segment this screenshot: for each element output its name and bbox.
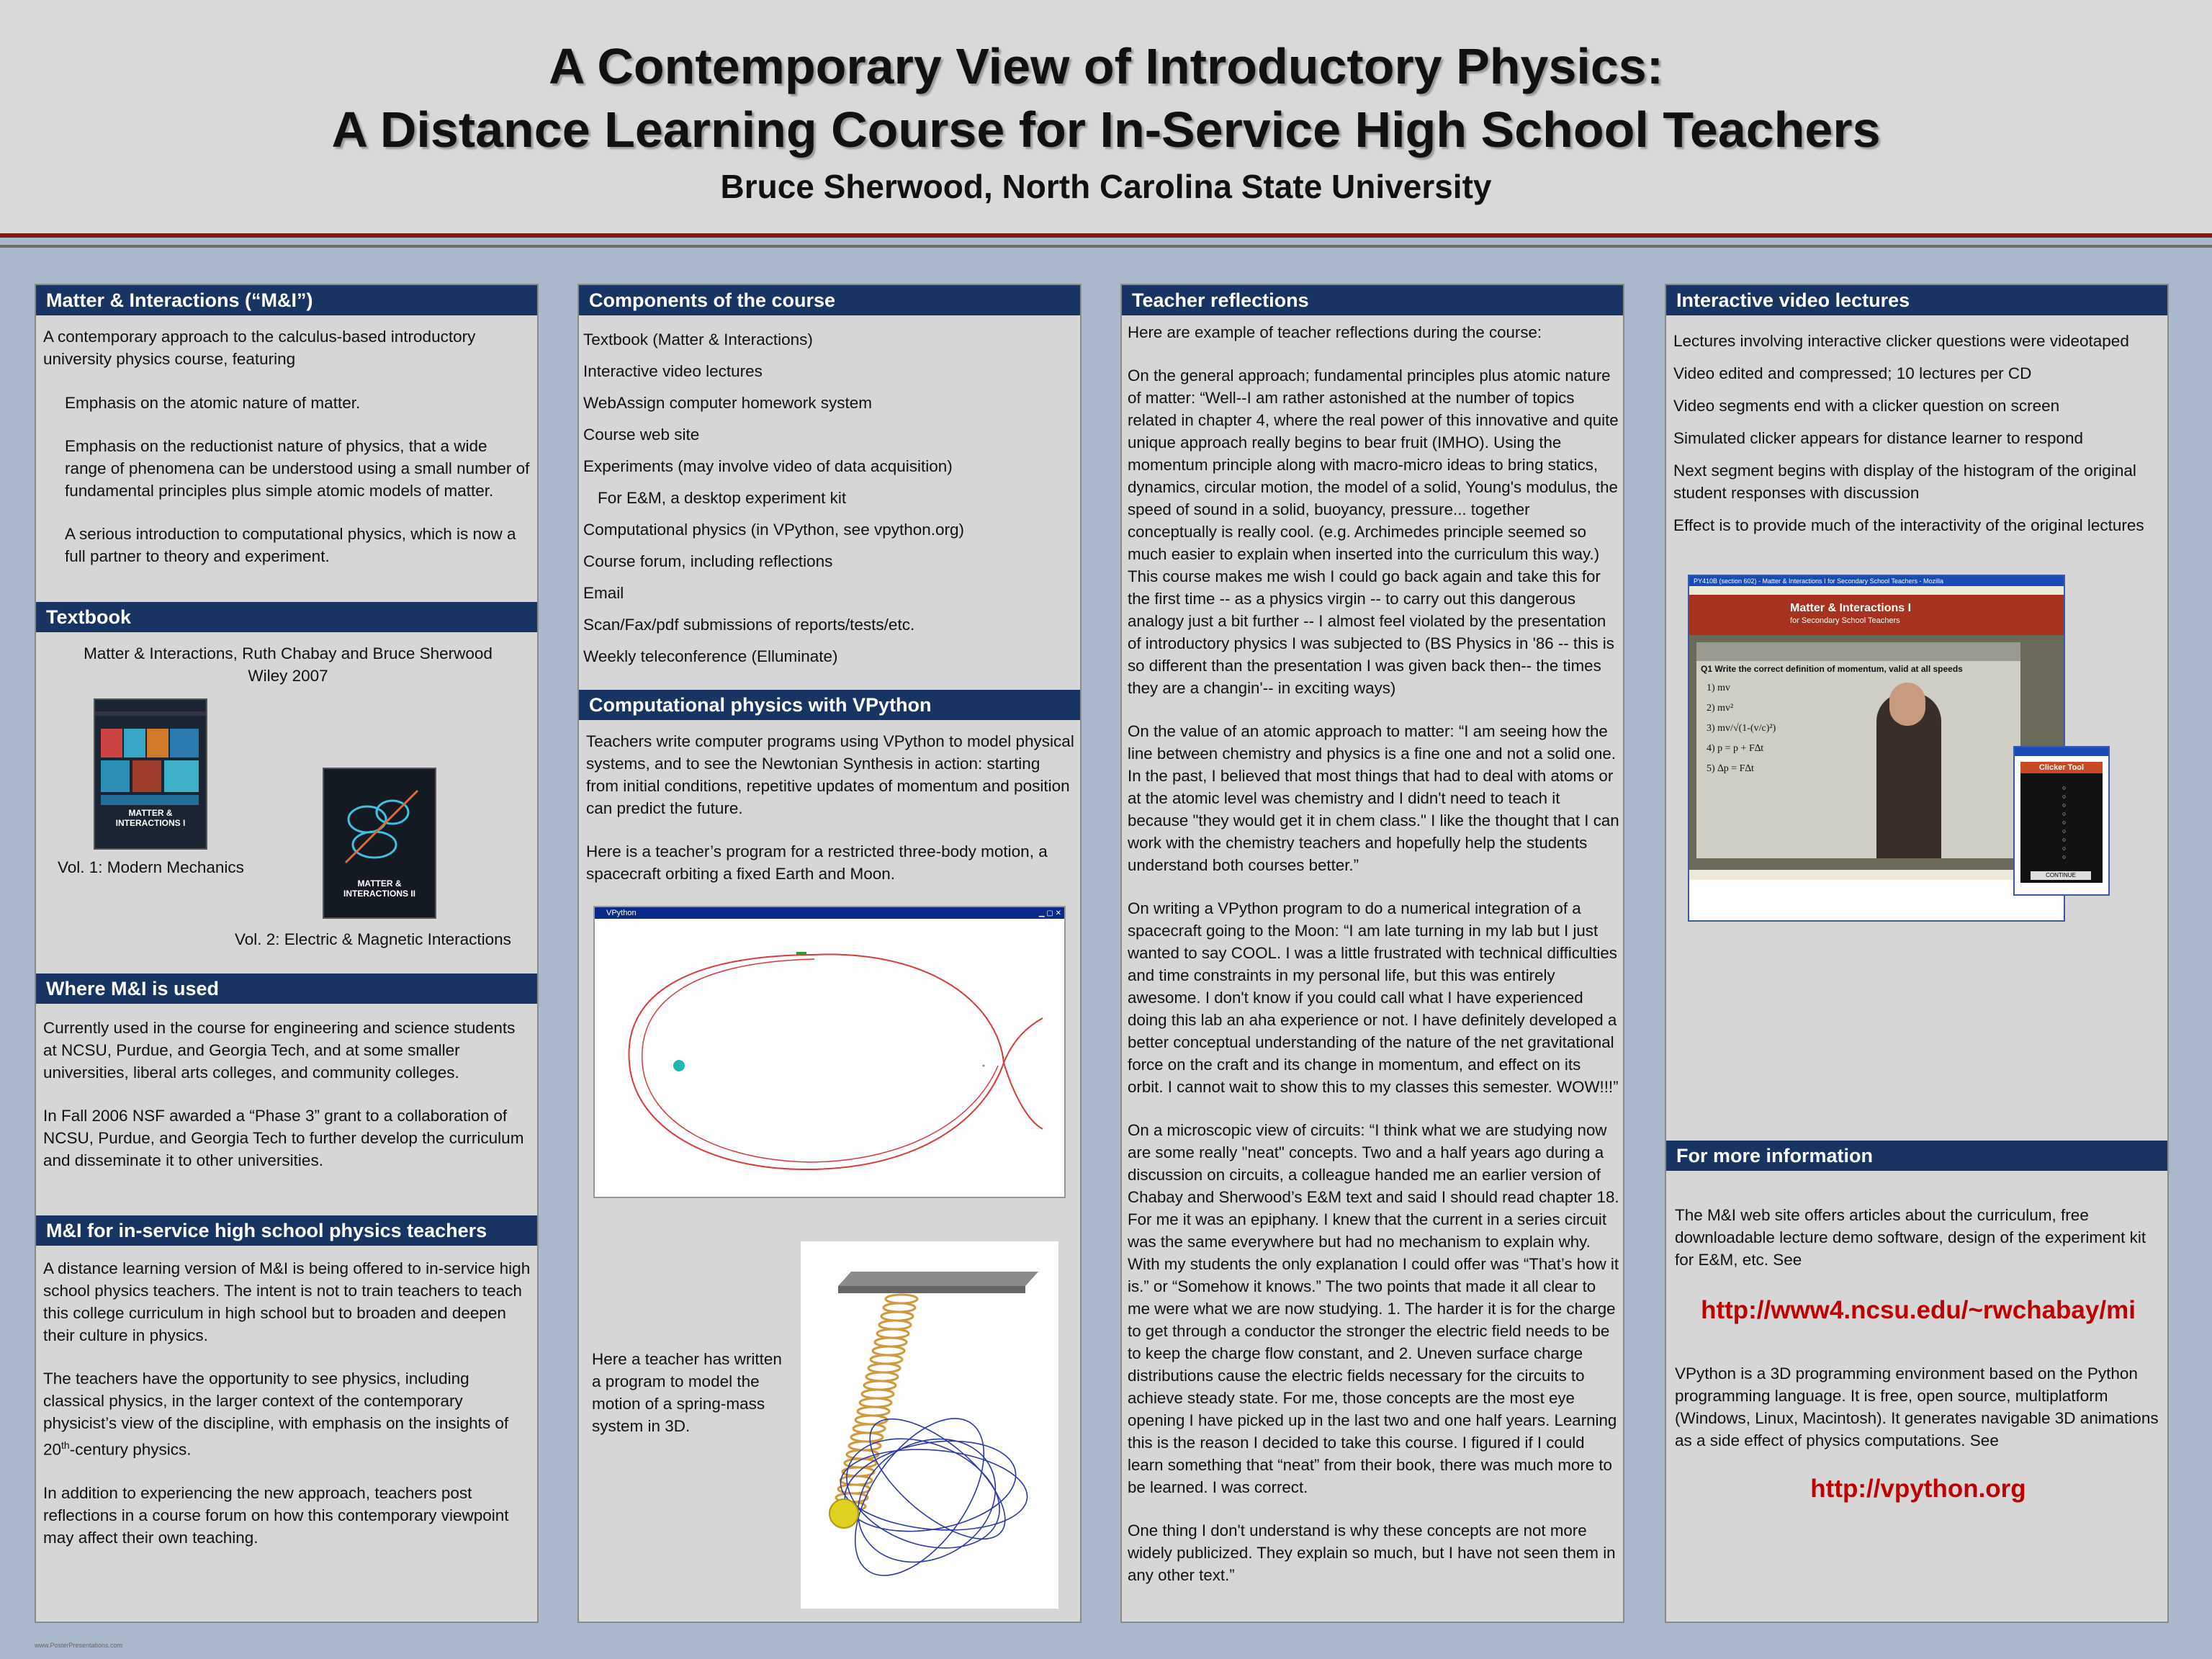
mi-point-1: Emphasis on the atomic nature of matter. — [65, 394, 361, 412]
screenshot-answers: 1) mv 2) mv² 3) mv/√(1-(v/c)²) 4) p = p + F∆t 5) ∆p = F∆t — [1707, 683, 1776, 774]
section-heading-reflections: Teacher reflections — [1122, 285, 1623, 315]
mi-intro: A contemporary approach to the calculus-based introductory university physics course, featuring — [43, 328, 476, 368]
video-points — [1673, 330, 2163, 547]
clicker-continue-button: CONTINUE — [2031, 871, 2091, 880]
mi-body — [43, 325, 533, 588]
mi-point-2: Emphasis on the reductionist nature of physics, that a wide range of phenomena can be understood using a small number of fundamental principles plus simple atomic models of matter. — [65, 437, 530, 500]
reflection-paragraph: On the general approach; fundamental principles plus atomic nature of matter: “Well--I am rather astonished at the number of topics related in chapter 4, where the real power of this innovative and quite unique approach really begins to bear fruit (IMHO). Using the momentum principle along with macro-micro ideas to bring statics, dynamics, circular motion, the model of a solid, Young's modulus, the speed of sound in a solid, buoyancy, pressure... together conceptually is really cool. (e.g. Archimedes principle seemed so much easier to explain when inserted into the curriculum this way.) This course makes me wish I could go back again and take this for the first time -- as a physics virgin -- to carry out this dangerous analogy just a bit further -- I almost feel violated by the presentation of introductory physics I was subjected to (BS Physics in '86 -- this is so different than the presentation I was given back then-- the times they are a changin'-- in exciting ways) — [1128, 367, 1619, 697]
vpython-orbit-window — [593, 906, 1066, 1198]
clicker-titlebar — [2015, 747, 2108, 756]
screenshot-statusbar — [1689, 870, 2064, 880]
textbook-citation — [36, 642, 540, 687]
clicker-title: Clicker Tool — [2020, 762, 2103, 773]
book-title-vol2: MATTER & INTERACTIONS II — [343, 878, 415, 899]
component-item: Course forum, including reflections — [583, 552, 833, 570]
screenshot-question: Q1 Write the correct definition of momentum, valid at all speeds — [1701, 664, 1963, 674]
reflection-paragraph: Here are example of teacher reflections during the course: — [1128, 323, 1542, 341]
component-item: Experiments (may involve video of data acquisition) — [583, 457, 953, 475]
footer-credit: www.PosterPresentations.com — [35, 1642, 123, 1649]
section-heading-vpython: Computational physics with VPython — [579, 690, 1080, 720]
column-4 — [1665, 284, 2169, 1623]
video-point: Next segment begins with display of the histogram of the original student responses with discussion — [1673, 462, 2136, 502]
window-controls-icon: ▁ ▢ ✕ — [1038, 909, 1061, 917]
poster-header — [0, 0, 2212, 238]
inservice-p3: In addition to experiencing the new approach, teachers post reflections in a course forum on how this contemporary viewpoint may affect their own teaching. — [43, 1483, 509, 1547]
screenshot-slide — [1696, 642, 2020, 858]
where-body — [43, 1017, 533, 1192]
mi-point-3: A serious introduction to computational physics, which is now a full partner to theory and experiment. — [65, 525, 516, 565]
column-2 — [577, 284, 1082, 1623]
reflection-paragraph: On the value of an atomic approach to matter: “I am seeing how the line between chemistry and physics is a fine one and not a solid one. In the past, I believed that most things that had to deal with atoms or at the atomic level was chemistry and I didn't need to teach it because "they would get it in chem class." I like the thought that I can work with the chemistry teachers and hopefully help the students understand both courses better.” — [1128, 722, 1619, 874]
component-item: WebAssign computer homework system — [583, 394, 872, 412]
book-cover-vol1 — [94, 698, 207, 850]
spring-mass-image — [801, 1241, 1058, 1609]
where-p2: In Fall 2006 NSF awarded a “Phase 3” grant to a collaboration of NCSU, Purdue, and Georgia Tech to further develop the curriculum and disseminate it to other universities. — [43, 1107, 524, 1169]
components-list — [583, 328, 1073, 677]
textbook-line1: Matter & Interactions, Ruth Chabay and Bruce Sherwood — [84, 644, 493, 662]
column-1 — [35, 284, 539, 1623]
where-p1: Currently used in the course for engineering and science students at NCSU, Purdue, and Georgia Tech, and at some smaller universities, liberal arts colleges, and community colleges. — [43, 1019, 516, 1082]
video-point: Effect is to provide much of the interactivity of the original lectures — [1673, 516, 2144, 534]
inservice-p2-sup: th — [61, 1439, 70, 1451]
vpython-website-link[interactable]: http://vpython.org — [1810, 1475, 2026, 1503]
component-item: Interactive video lectures — [583, 362, 763, 380]
mi-website-link[interactable]: http://www4.ncsu.edu/~rwchabay/mi — [1701, 1296, 2136, 1324]
component-item: Course web site — [583, 426, 700, 444]
mass-ball — [830, 1499, 858, 1528]
screenshot-video-frame — [1689, 635, 2067, 870]
inservice-body — [43, 1257, 533, 1570]
video-point: Video edited and compressed; 10 lectures per CD — [1673, 364, 2032, 382]
reflection-paragraph: One thing I don't understand is why these concepts are not more widely publicized. They explain so much, but I have not seen them in any other text.” — [1128, 1521, 1616, 1584]
poster-title-line2: A Distance Learning Course for In-Service High School Teachers — [331, 102, 1881, 158]
mass-trajectory — [830, 1396, 1030, 1597]
section-heading-mi: Matter & Interactions (“M&I”) — [36, 285, 537, 315]
reflection-paragraph: On writing a VPython program to do a numerical integration of a spacecraft going to the Moon: “I am late turning in my lab but I just wanted to say COOL. I was a little frustrated with technical difficulties and time constraints in my personal life, but this was entirely awesome. I don't know if you could call what I have experienced doing this lab an aha experience or not. I have definitely developed a better conceptual understanding of the nature of the net gravitational force on the craft and its change in momentum, and effect on its orbit. I cannot wait to show this to my classes this semester. WOW!!!” — [1128, 899, 1619, 1096]
poster-author: Bruce Sherwood, North Carolina State University — [720, 168, 1492, 205]
screenshot-banner-title: Matter & Interactions I — [1790, 602, 1912, 614]
video-point: Lectures involving interactive clicker questions were videotaped — [1673, 332, 2129, 350]
info-p1: The M&I web site offers articles about the curriculum, free downloadable lecture demo software, design of the experiment kit for E&M, etc. See — [1675, 1206, 2146, 1269]
video-point: Video segments end with a clicker question on screen — [1673, 397, 2060, 415]
vpython-body — [586, 730, 1076, 906]
screenshot-menubar — [1689, 586, 2064, 595]
component-item: Weekly teleconference (Elluminate) — [583, 647, 838, 665]
inservice-p2-text: The teachers have the opportunity to see physics, including classical physics, in the larger context of the contemporary physicist’s view of the discipline, with emphasis on the insights of 20 — [43, 1370, 509, 1459]
clicker-tool-window — [2013, 746, 2110, 896]
header-divider — [0, 245, 2212, 248]
section-heading-video: Interactive video lectures — [1666, 285, 2167, 315]
section-heading-textbook: Textbook — [36, 602, 537, 632]
clicker-options-icon: ○ ○ ○ ○ ○ ○ ○ ○ ○ — [2062, 784, 2067, 860]
poster-title-line1: A Contemporary View of Introductory Physics: — [548, 38, 1664, 94]
reflections-body — [1128, 321, 1620, 1607]
info-p2: VPython is a 3D programming environment based on the Python programming language. It is free, open source, multiplatform (Windows, Linux, Macintosh). It generates navigable 3D animations as a side effect of physics computations. See — [1675, 1364, 2159, 1449]
book-title-vol1: MATTER & INTERACTIONS I — [115, 808, 186, 828]
section-heading-where: Where M&I is used — [36, 974, 537, 1004]
textbook-line2: Wiley 2007 — [248, 667, 328, 685]
section-heading-info: For more information — [1666, 1141, 2167, 1171]
component-item: For E&M, a desktop experiment kit — [598, 489, 847, 507]
video-lecture-screenshot — [1688, 575, 2065, 922]
inservice-p2-tail: -century physics. — [69, 1440, 192, 1459]
orbit-plot — [595, 919, 1061, 1194]
book-cover-vol2 — [323, 768, 436, 919]
vol2-caption: Vol. 2: Electric & Magnetic Interactions — [235, 930, 511, 948]
spring-mass-scene — [801, 1241, 1058, 1609]
reflection-paragraph: On a microscopic view of circuits: “I think what we are studying now are some really "neat" concepts. Two and a half years ago during a discussion on circuits, a colleague handed me an earlier version of Chabay and Sherwood’s E&M text and said I should read chapter 18. For me it was an epiphany. I knew that the current in a series circuit was the same everywhere but had no mechanism to explain why. With my students the only explanation I could offer was “That’s how it is.” or “Somehow it knows.” The two points that made it all clear to me were what we are now studying. 1. The harder it is for the charge to get through a conductor the stronger the electric field needs to be to keep the charge flow constant, and 2. Uneven surface charge distributions cause the electric fields necessary for the circuits to achieve steady state. For me, those concepts are the most eye opening I have picked up in the last two and one half years. Learning this is the reason I decided to take this course. I figured if I could learn something that “neat” from their book, there was much more to be learned. I was correct. — [1128, 1121, 1619, 1496]
vpython-p2: Here is a teacher’s program for a restricted three-body motion, a spacecraft orbiting a fixed Earth and Moon. — [586, 842, 1048, 883]
clicker-body — [2020, 762, 2103, 883]
earth-sphere — [673, 1060, 685, 1071]
vpython-p1: Teachers write computer programs using VPython to model physical systems, and to see the Newtonian Synthesis in action: starting from initial conditions, repetitive updates of momentum and position can predict the future. — [586, 732, 1074, 817]
screenshot-slide-header — [1696, 642, 2020, 661]
screenshot-lecturer-head — [1889, 683, 1925, 726]
component-item: Email — [583, 584, 624, 602]
vpython-window-titlebar — [595, 907, 1064, 919]
component-item: Textbook (Matter & Interactions) — [583, 331, 813, 349]
screenshot-titlebar: PY410B (section 602) - Matter & Interactions I for Secondary School Teachers - Mozilla — [1689, 576, 2064, 586]
section-heading-components: Components of the course — [579, 285, 1080, 315]
vol1-caption: Vol. 1: Modern Mechanics — [58, 858, 244, 876]
component-item: Scan/Fax/pdf submissions of reports/tests/etc. — [583, 616, 915, 634]
inservice-p1: A distance learning version of M&I is being offered to in-service high school physics teachers. The intent is not to train teachers to teach this college curriculum in high school but to broaden and deepen their culture in physics. — [43, 1259, 531, 1344]
video-point: Simulated clicker appears for distance learner to respond — [1673, 429, 2084, 447]
screenshot-banner-sub: for Secondary School Teachers — [1790, 616, 1900, 625]
section-heading-inservice: M&I for in-service high school physics teachers — [36, 1215, 537, 1246]
vpython-window-title: VPython — [606, 909, 637, 917]
moon-point — [983, 1065, 985, 1067]
component-item: Computational physics (in VPython, see vpython.org) — [583, 521, 965, 539]
screenshot-banner — [1689, 595, 2064, 635]
inservice-p2 — [43, 1367, 533, 1461]
spring-caption: Here a teacher has written a program to model the motion of a spring-mass system in 3D. — [592, 1350, 782, 1435]
column-3 — [1120, 284, 1624, 1623]
